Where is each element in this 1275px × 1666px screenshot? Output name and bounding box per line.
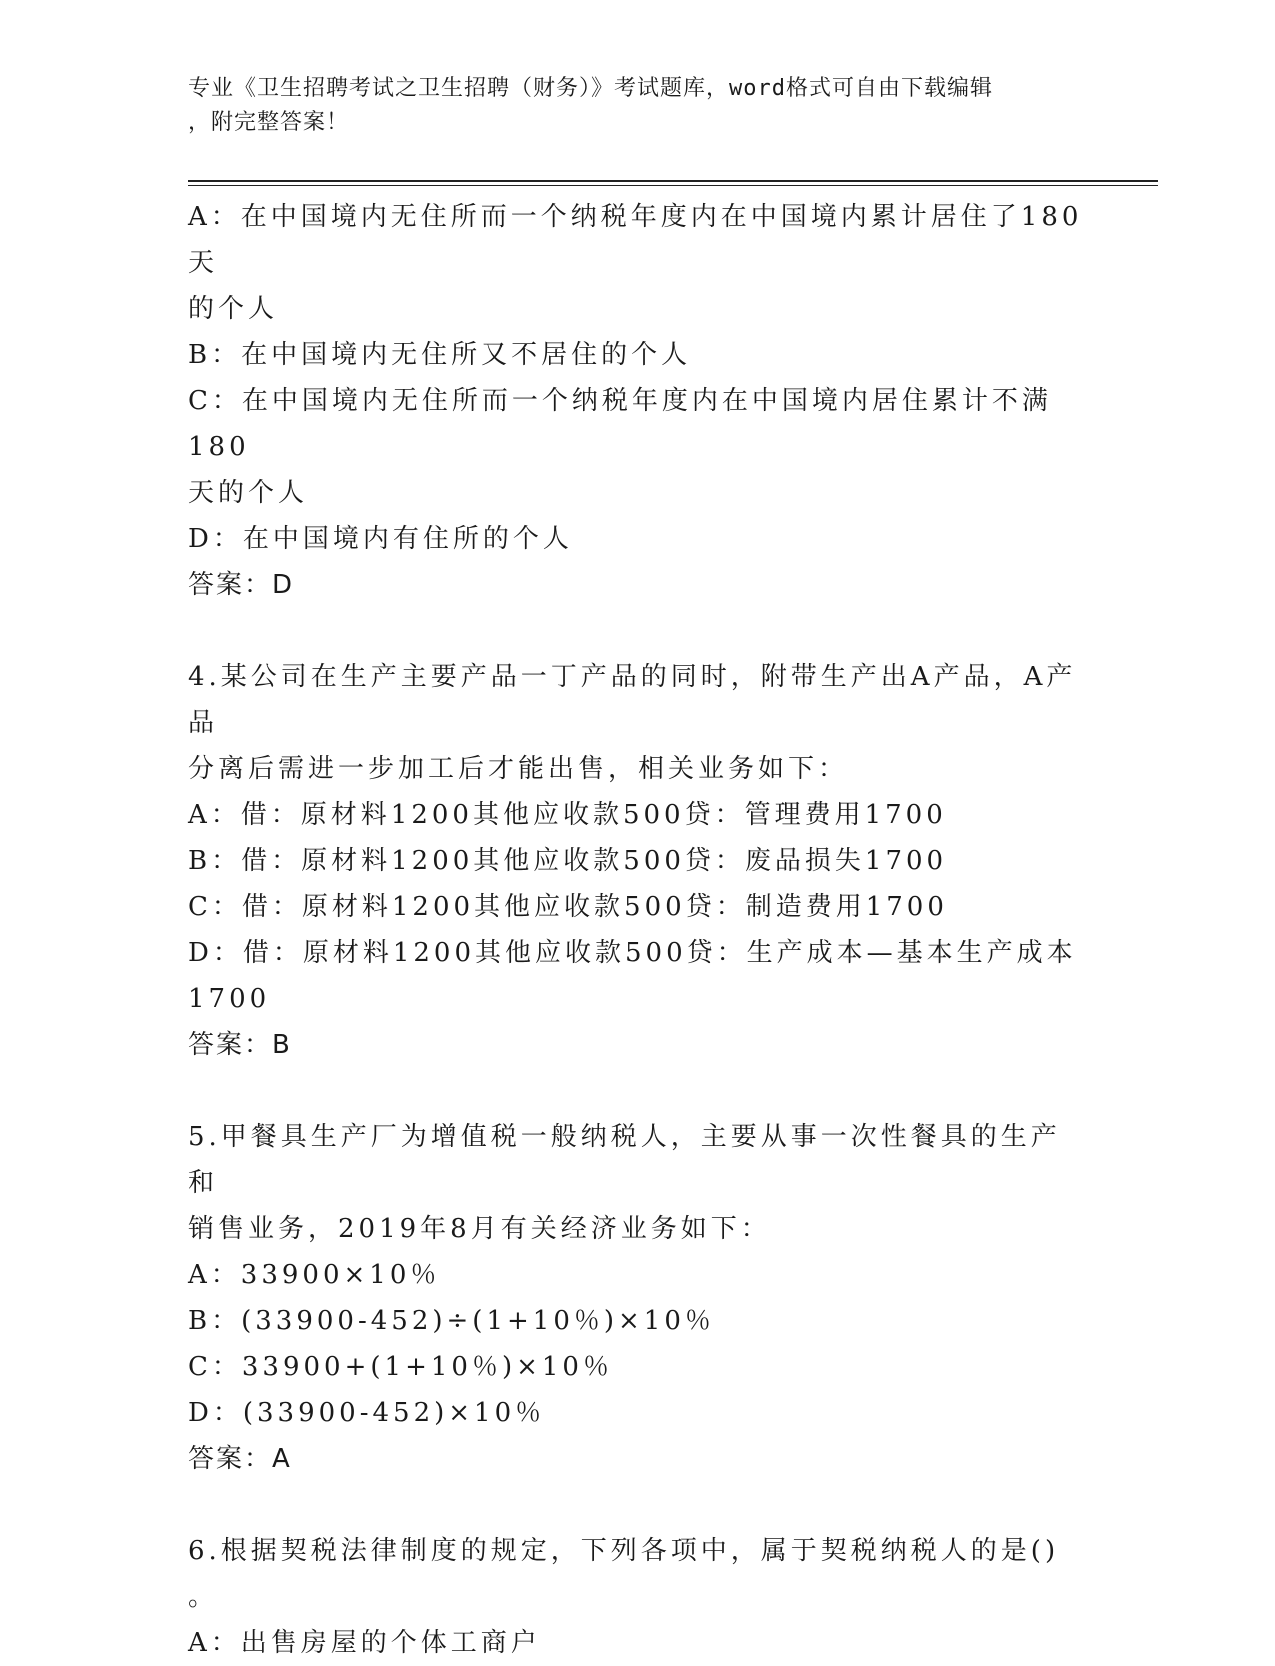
option-b: B：在中国境内无住所又不居住的个人 bbox=[188, 340, 692, 370]
answer: 答案：B bbox=[188, 1030, 292, 1060]
option-d: D：(33900-452)×10％ bbox=[188, 1398, 546, 1428]
option-a: A：出售房屋的个体工商户 bbox=[188, 1628, 541, 1658]
question-4 bbox=[188, 654, 1088, 1068]
question-stem: 6.根据契税法律制度的规定，下列各项中，属于契税纳税人的是() bbox=[188, 1536, 1060, 1566]
header-line-2: ，附完整答案！ bbox=[188, 110, 350, 135]
option-a: A：33900×10％ bbox=[188, 1260, 441, 1290]
option-a: A：在中国境内无住所而一个纳税年度内在中国境内累计居住了180天 bbox=[188, 202, 1083, 278]
option-c: C：在中国境内无住所而一个纳税年度内在中国境内居住累计不满180 bbox=[188, 386, 1052, 462]
option-c: C：借：原材料1200其他应收款500贷：制造费用1700 bbox=[188, 892, 948, 922]
question-stem: 5.甲餐具生产厂为增值税一般纳税人，主要从事一次性餐具的生产和 bbox=[188, 1122, 1061, 1198]
document-page bbox=[188, 72, 1088, 1666]
answer: 答案：D bbox=[188, 570, 295, 600]
question-stem: 4.某公司在生产主要产品一丁产品的同时，附带生产出A产品，A产品 bbox=[188, 662, 1077, 738]
question-stem-continued: 。 bbox=[188, 1582, 219, 1612]
question-stem-continued: 分离后需进一步加工后才能出售，相关业务如下： bbox=[188, 754, 849, 784]
option-a: A：借：原材料1200其他应收款500贷：管理费用1700 bbox=[188, 800, 947, 830]
option-d: D：借：原材料1200其他应收款500贷：生产成本—基本生产成本 bbox=[188, 938, 1077, 968]
question-stem-continued: 销售业务，2019年8月有关经济业务如下： bbox=[188, 1214, 771, 1244]
document-header bbox=[188, 72, 1068, 140]
answer: 答案：A bbox=[188, 1444, 292, 1474]
header-divider bbox=[188, 180, 1158, 186]
option-c-continued: 天的个人 bbox=[188, 478, 309, 508]
option-d-continued: 1700 bbox=[188, 984, 271, 1014]
option-b: B：借：原材料1200其他应收款500贷：废品损失1700 bbox=[188, 846, 948, 876]
question-6 bbox=[188, 1528, 1088, 1666]
option-c: C：33900+(1+10％)×10％ bbox=[188, 1352, 613, 1382]
question-3 bbox=[188, 194, 1088, 608]
header-line-1: 专业《卫生招聘考试之卫生招聘（财务）》考试题库，word格式可自由下载编辑 bbox=[188, 76, 993, 101]
option-a-continued: 的个人 bbox=[188, 294, 279, 324]
option-b: B：(33900-452)÷(1+10％)×10％ bbox=[188, 1306, 715, 1336]
question-content bbox=[188, 194, 1088, 1666]
option-d: D：在中国境内有住所的个人 bbox=[188, 524, 573, 554]
question-5 bbox=[188, 1114, 1088, 1482]
